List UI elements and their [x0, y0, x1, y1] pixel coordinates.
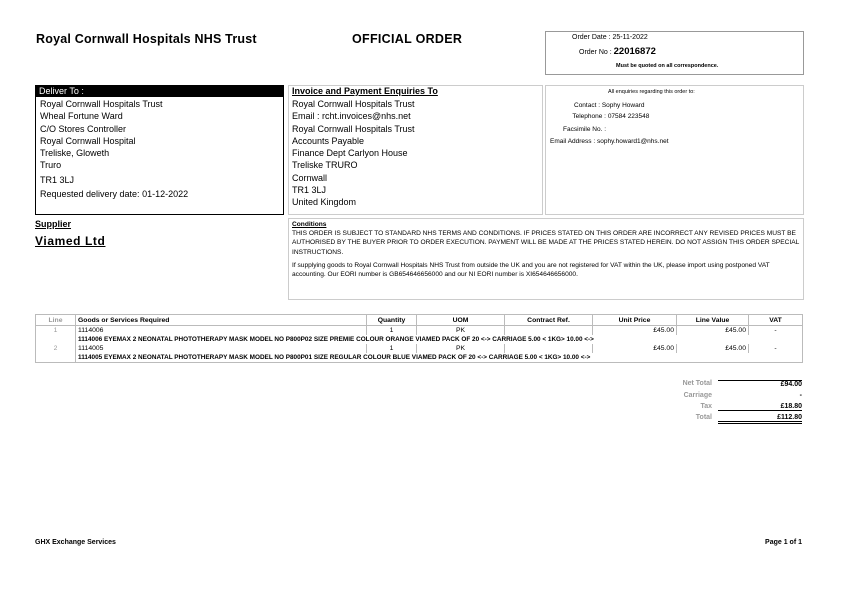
invoice-line: Cornwall — [292, 172, 328, 183]
column-header: Contract Ref. — [505, 315, 593, 326]
deliver-line: TR1 3LJ — [40, 174, 75, 185]
order-reference-box — [545, 31, 804, 75]
organisation-title: Royal Cornwall Hospitals NHS Trust — [36, 32, 257, 46]
column-header: UOM — [417, 315, 505, 326]
invoice-line: Treliske TRURO — [292, 160, 358, 171]
column-header: Quantity — [367, 315, 417, 326]
tax-value: £18.80 — [718, 403, 802, 411]
item-quantity: 1 — [367, 326, 417, 336]
telephone-label: Telephone : — [572, 113, 606, 120]
table-row-description — [36, 335, 803, 344]
deliver-line: Wheal Fortune Ward — [40, 111, 123, 122]
invoice-enquiries-box — [288, 85, 543, 215]
table-row-description — [36, 353, 803, 363]
item-unit-price: £45.00 — [593, 326, 677, 336]
order-date-value: 25-11-2022 — [612, 34, 648, 41]
order-number-line — [579, 46, 656, 57]
email-label: Email Address : — [550, 138, 596, 145]
invoice-line: Finance Dept Carlyon House — [292, 148, 408, 159]
invoice-line: Email : rcht.invoices@nhs.net — [292, 111, 411, 122]
email-value: sophy.howard1@nhs.net — [596, 138, 669, 145]
item-uom: PK — [417, 326, 505, 336]
footer-service: GHX Exchange Services — [35, 539, 116, 546]
table-header-row — [36, 315, 803, 326]
supplier-label: Supplier — [35, 219, 72, 229]
item-description: 1114005 EYEMAX 2 NEONATAL PHOTOTHERAPY MASK MODEL NO P800P01 SIZE REGULAR COLOUR BLUE VIAMED PACK OF 20 <-> CARRIAGE 5.00 < 1KG> 10.00 <-> — [76, 353, 803, 363]
requested-delivery-date: Requested delivery date: 01-12-2022 — [40, 189, 189, 200]
deliver-to-box — [35, 85, 284, 215]
invoice-line: Royal Cornwall Hospitals Trust — [292, 123, 415, 134]
order-number-label: Order No : — [579, 49, 612, 56]
order-date-label: Order Date : — [572, 34, 611, 41]
invoice-heading: Invoice and Payment Enquiries To — [292, 86, 438, 96]
telephone-value: 07584 223548 — [607, 113, 650, 120]
supplier-name: Viamed Ltd — [35, 234, 106, 248]
item-vat: - — [749, 344, 803, 353]
invoice-address — [289, 97, 542, 210]
item-line-value: £45.00 — [677, 326, 749, 336]
net-total-value: £94.00 — [718, 380, 802, 388]
fax-label: Facsimile No. : — [563, 126, 606, 133]
net-total-label: Net Total — [682, 380, 712, 387]
invoice-line: United Kingdom — [292, 197, 357, 208]
deliver-line: C/O Stores Controller — [40, 123, 127, 134]
invoice-line: TR1 3LJ — [292, 185, 327, 196]
carriage-value: - — [799, 392, 802, 399]
conditions-heading: Conditions — [292, 221, 327, 228]
tax-label: Tax — [700, 403, 712, 410]
deliver-to-heading: Deliver To : — [36, 86, 283, 97]
deliver-line: Treliske, Gloweth — [40, 148, 110, 159]
page-number: Page 1 of 1 — [765, 539, 802, 546]
table-row — [36, 326, 803, 336]
item-unit-price: £45.00 — [593, 344, 677, 353]
column-header: VAT — [749, 315, 803, 326]
invoice-line: Accounts Payable — [292, 135, 365, 146]
enquiries-heading: All enquiries regarding this order to: — [608, 89, 695, 95]
line-number: 2 — [36, 344, 76, 353]
item-code: 1114005 — [76, 344, 367, 353]
item-vat: - — [749, 326, 803, 336]
total-value: £112.80 — [718, 414, 802, 424]
contact-value: Sophy Howard — [601, 102, 645, 109]
order-lines-table — [35, 314, 803, 363]
item-uom: PK — [417, 344, 505, 353]
contact-label: Contact : — [574, 102, 601, 109]
item-quantity: 1 — [367, 344, 417, 353]
item-contract-ref — [505, 326, 593, 336]
email-row — [550, 138, 669, 145]
order-enquiries-box — [545, 85, 804, 215]
conditions-box — [288, 218, 804, 300]
column-header: Unit Price — [593, 315, 677, 326]
deliver-to-address — [36, 97, 283, 187]
telephone-row — [552, 113, 649, 120]
order-number-value: 22016872 — [613, 46, 656, 57]
invoice-line: Royal Cornwall Hospitals Trust — [292, 99, 415, 109]
conditions-paragraph: THIS ORDER IS SUBJECT TO STANDARD NHS TERMS AND CONDITIONS. IF PRICES STATED ON THIS ORDER ARE INCORRECT ANY REVISED PRICES MUST BE AUTHORISED BY THE BUYER PRIOR TO ORDER EXECUTION. PAYMENT WILL BE MADE AT THE PRICES STATED HEREIN. DO NOT ASSIGN THIS ORDER SPECIAL INSTRUCTIONS. — [292, 230, 800, 256]
item-code: 1114006 — [76, 326, 367, 336]
document-title: OFFICIAL ORDER — [352, 32, 463, 46]
carriage-label: Carriage — [683, 392, 712, 399]
item-line-value: £45.00 — [677, 344, 749, 353]
column-header: Goods or Services Required — [76, 315, 367, 326]
column-header: Line — [36, 315, 76, 326]
line-number: 1 — [36, 326, 76, 336]
contact-row — [574, 102, 644, 109]
item-contract-ref — [505, 344, 593, 353]
empty-cell — [36, 335, 76, 344]
quote-note: Must be quoted on all correspondence. — [616, 63, 719, 69]
empty-cell — [36, 353, 76, 363]
total-label: Total — [695, 414, 712, 421]
deliver-line: Truro — [40, 160, 62, 171]
conditions-paragraph: If supplying goods to Royal Cornwall Hospitals NHS Trust from outside the UK and you are not registered for VAT within the UK, please import using postponed VAT accounting. Our EORI number is GB654646656000 and our NI EORI number is XI654646656000. — [292, 261, 770, 279]
column-header: Line Value — [677, 315, 749, 326]
deliver-line: Royal Cornwall Hospital — [40, 135, 136, 146]
fax-row — [552, 126, 606, 133]
order-date-line — [572, 34, 648, 41]
deliver-line: Royal Cornwall Hospitals Trust — [40, 99, 163, 109]
table-row — [36, 344, 803, 353]
item-description: 1114006 EYEMAX 2 NEONATAL PHOTOTHERAPY MASK MODEL NO P800P02 SIZE PREMIE COLOUR ORANGE VIAMED PACK OF 20 <-> CARRIAGE 5.00 < 1KG> 10.00 <-> — [76, 335, 803, 344]
